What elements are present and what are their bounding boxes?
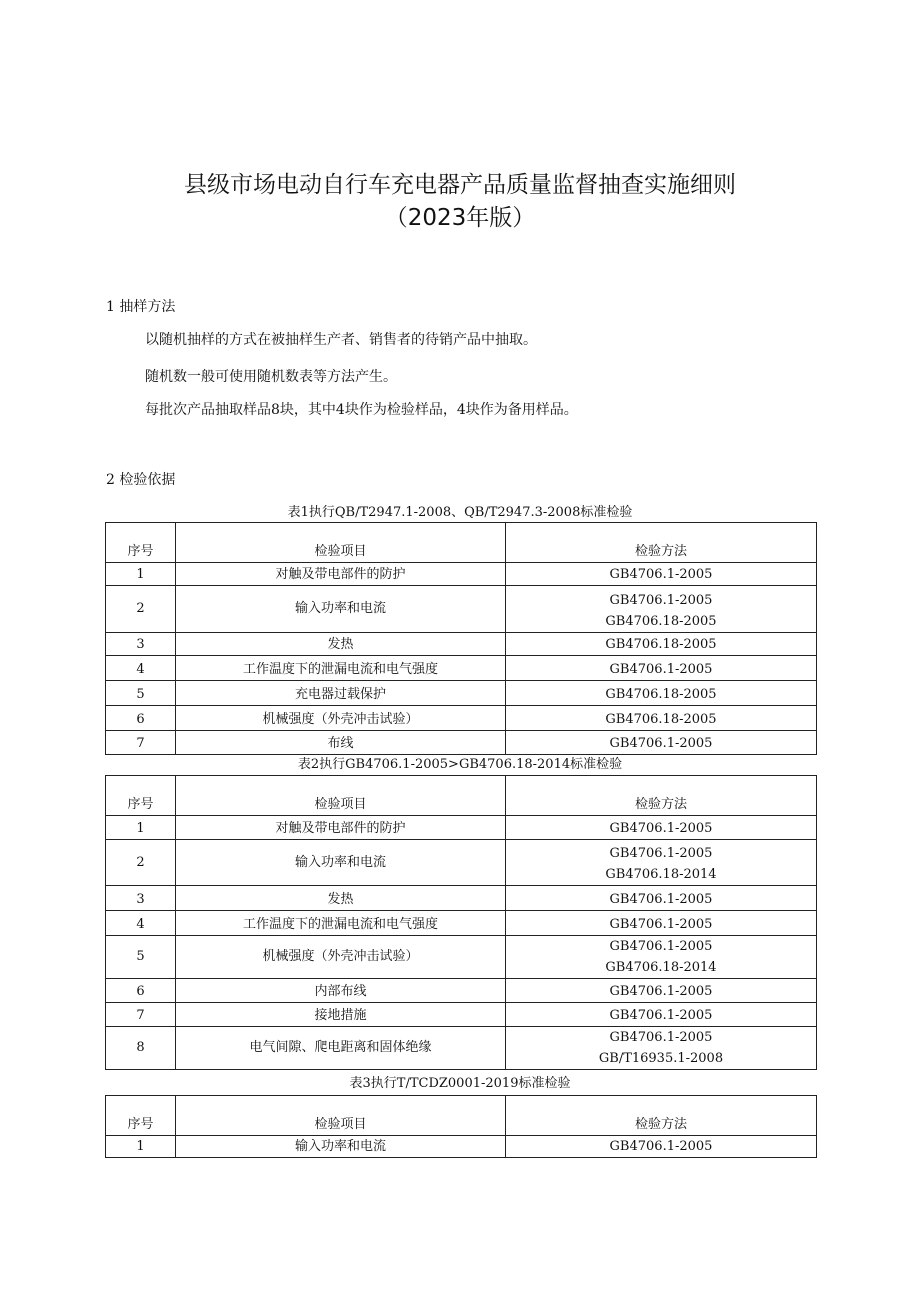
test-method-standard: GB4706.1-2005 [609,917,713,932]
test-item: 机械强度（外壳冲击试验） [176,706,506,731]
table-row [106,1003,817,1027]
row-number: 3 [106,633,176,656]
column-header: 检验方法 [506,1096,817,1136]
paragraph: 以随机抽样的方式在被抽样生产者、销售者的待销产品中抽取。 [145,332,537,348]
test-method-standard: GB4706.18-2005 [605,712,717,727]
test-method-standard: GB4706.18-2005 [605,687,717,702]
table-row [106,840,817,886]
test-method [506,1136,817,1158]
row-number: 1 [106,816,176,840]
table-2 [105,775,817,1070]
test-item: 输入功率和电流 [176,840,506,886]
table-header-row [106,523,817,563]
test-method-standard: GB4706.18-2005 [605,637,717,652]
row-number: 7 [106,731,176,755]
table-3 [105,1095,817,1158]
test-method-standard: GB4706.1-2005 [609,821,713,836]
row-number: 2 [106,840,176,886]
test-method-standard: GB4706.1-2005 [609,1139,713,1154]
test-item: 布线 [176,731,506,755]
row-number: 4 [106,911,176,936]
test-item: 工作温度下的泄漏电流和电气强度 [176,911,506,936]
test-item: 发热 [176,886,506,911]
document-title: 县级市场电动自行车充电器产品质量监督抽查实施细则 [184,172,736,198]
row-number: 5 [106,936,176,979]
table-3-caption: 表3执行T/TCDZ0001-2019标准检验 [349,1076,571,1091]
test-item: 发热 [176,633,506,656]
table-row [106,563,817,586]
table-header-row [106,776,817,816]
row-number: 6 [106,979,176,1003]
table-header-row [106,1096,817,1136]
column-header: 检验方法 [506,776,817,816]
test-method-standard: GB/T16935.1-2008 [598,1051,724,1066]
test-method [506,1003,817,1027]
test-method-standard: GB4706.1-2005 [609,846,713,861]
table-row [106,886,817,911]
table-row [106,656,817,681]
table-row [106,979,817,1003]
test-item: 输入功率和电流 [176,586,506,633]
test-method-standard: GB4706.1-2005 [609,593,713,608]
section-1-heading: 1 抽样方法 [106,299,176,315]
row-number: 5 [106,681,176,706]
column-header: 序号 [106,1096,176,1136]
test-method [506,936,817,979]
test-method-standard: GB4706.1-2005 [609,939,713,954]
row-number: 1 [106,1136,176,1158]
test-item: 内部布线 [176,979,506,1003]
test-method-standard: GB4706.1-2005 [609,1030,713,1045]
test-method [506,706,817,731]
section-2-heading: 2 检验依据 [106,472,176,488]
paragraph: 每批次产品抽取样品8块，其中4块作为检验样品，4块作为备用样品。 [145,402,578,418]
row-number: 3 [106,886,176,911]
test-item: 对触及带电部件的防护 [176,563,506,586]
test-method [506,840,817,886]
test-method [506,979,817,1003]
column-header: 检验项目 [176,776,506,816]
test-method [506,656,817,681]
row-number: 4 [106,656,176,681]
test-method-standard: GB4706.1-2005 [609,1008,713,1023]
table-row [106,731,817,755]
table-1-caption: 表1执行QB/T2947.1-2008、QB/T2947.3-2008标准检验 [287,505,633,520]
test-method [506,586,817,633]
table-2-caption: 表2执行GB4706.1-2005>GB4706.18-2014标准检验 [297,757,623,772]
table-row [106,633,817,656]
row-number: 8 [106,1027,176,1070]
row-number: 2 [106,586,176,633]
column-header: 序号 [106,523,176,563]
test-method [506,886,817,911]
column-header: 检验项目 [176,1096,506,1136]
test-method [506,816,817,840]
test-method-standard: GB4706.1-2005 [609,567,713,582]
test-method [506,563,817,586]
test-method [506,681,817,706]
test-method-standard: GB4706.18-2014 [605,960,717,975]
document-edition: （2023年版） [384,205,536,231]
test-method [506,633,817,656]
table-row [106,911,817,936]
table-row [106,1136,817,1158]
test-method [506,911,817,936]
test-item: 对触及带电部件的防护 [176,816,506,840]
table-row [106,586,817,633]
test-method [506,1027,817,1070]
row-number: 6 [106,706,176,731]
column-header: 检验方法 [506,523,817,563]
table-row [106,1027,817,1070]
test-method-standard: GB4706.18-2005 [605,614,717,629]
test-item: 接地措施 [176,1003,506,1027]
test-item: 电气间隙、爬电距离和固体绝缘 [176,1027,506,1070]
row-number: 7 [106,1003,176,1027]
table-1 [105,522,817,755]
test-method-standard: GB4706.18-2014 [605,867,717,882]
column-header: 检验项目 [176,523,506,563]
column-header: 序号 [106,776,176,816]
test-method [506,731,817,755]
table-row [106,936,817,979]
test-item: 输入功率和电流 [176,1136,506,1158]
test-method-standard: GB4706.1-2005 [609,892,713,907]
table-row [106,706,817,731]
table-row [106,816,817,840]
paragraph: 随机数一般可使用随机数表等方法产生。 [145,369,397,385]
test-method-standard: GB4706.1-2005 [609,984,713,999]
test-item: 充电器过载保护 [176,681,506,706]
test-item: 机械强度（外壳冲击试验） [176,936,506,979]
test-method-standard: GB4706.1-2005 [609,736,713,751]
row-number: 1 [106,563,176,586]
test-method-standard: GB4706.1-2005 [609,662,713,677]
table-row [106,681,817,706]
test-item: 工作温度下的泄漏电流和电气强度 [176,656,506,681]
